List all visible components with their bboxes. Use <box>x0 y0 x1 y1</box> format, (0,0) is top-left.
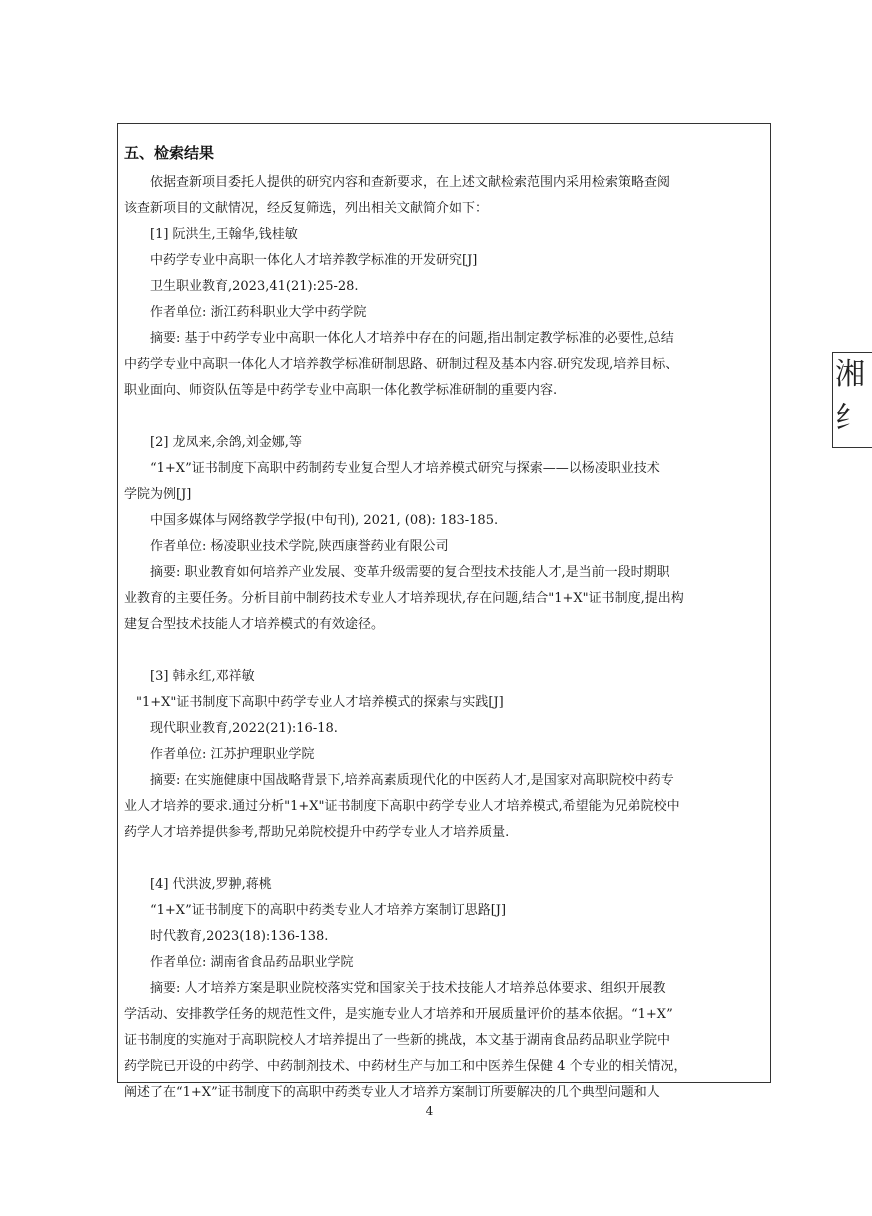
reference-3 <box>124 664 764 846</box>
reference-abstract-line: 阐述了在“1+X”证书制度下的高职中药类专业人才培养方案制订所要解决的几个典型问题和人 <box>124 1085 660 1100</box>
reference-1 <box>124 222 764 404</box>
reference-title: 学院为例[J] <box>124 487 192 502</box>
retrieval-results-content <box>124 142 764 1106</box>
reference-abstract-line: 业人才培养的要求.通过分析"1+X"证书制度下高职中药学专业人才培养模式,希望能为兄弟院校中 <box>124 799 680 814</box>
reference-abstract-line: 药学院已开设的中药学、中药制剂技术、中药材生产与加工和中医养生保健 4 个专业的相关情况， <box>124 1059 687 1074</box>
reference-source: 卫生职业教育,2023,41(21):25-28. <box>150 279 359 294</box>
side-seal-stamp <box>832 352 872 448</box>
reference-affiliation: 作者单位: 江苏护理职业学院 <box>150 747 315 762</box>
reference-authors: [3] 韩永红,邓祥敏 <box>150 669 255 684</box>
reference-title: “1+X”证书制度下的高职中药类专业人才培养方案制订思路[J] <box>150 903 507 918</box>
reference-abstract-line: 摘要: 人才培养方案是职业院校落实党和国家关于技术技能人才培养总体要求、组织开展教 <box>150 981 666 996</box>
seal-glyph: 湘 <box>835 357 865 392</box>
reference-title: “1+X”证书制度下高职中药制药专业复合型人才培养模式研究与探索——以杨凌职业技术 <box>150 461 660 476</box>
reference-source: 现代职业教育,2022(21):16-18. <box>150 721 338 736</box>
intro-line-2: 该查新项目的文献情况，经反复筛选，列出相关文献简介如下： <box>124 201 489 216</box>
reference-title: 中药学专业中高职一体化人才培养教学标准的开发研究[J] <box>150 253 478 268</box>
intro-line-1: 依据查新项目委托人提供的研究内容和查新要求，在上述文献检索范围内采用检索策略查阅 <box>150 175 671 190</box>
reference-source: 中国多媒体与网络教学学报(中旬刊), 2021, (08): 183-185. <box>150 513 499 528</box>
reference-abstract-line: 建复合型技术技能人才培养模式的有效途径。 <box>124 617 385 632</box>
reference-abstract-line: 摘要: 在实施健康中国战略背景下,培养高素质现代化的中医药人才,是国家对高职院校中药专 <box>150 773 674 788</box>
reference-abstract-line: 药学人才培养提供参考,帮助兄弟院校提升中药学专业人才培养质量. <box>124 825 510 840</box>
reference-abstract-line: 业教育的主要任务。分析目前中制药技术专业人才培养现状,存在问题,结合"1+X"证书制度,提出构 <box>124 591 684 606</box>
reference-source: 时代教育,2023(18):136-138. <box>150 929 329 944</box>
reference-affiliation: 作者单位: 浙江药科职业大学中药学院 <box>150 305 367 320</box>
reference-2 <box>124 430 764 638</box>
reference-authors: [2] 龙凤来,余鸽,刘金娜,等 <box>150 435 302 450</box>
reference-title: "1+X"证书制度下高职中药学专业人才培养模式的探索与实践[J] <box>136 695 504 710</box>
section-title: 五、检索结果 <box>124 144 215 162</box>
seal-glyph: 纟 <box>835 401 865 436</box>
retrieval-results-frame <box>117 123 771 1100</box>
reference-abstract-line: 摘要: 基于中药学专业中高职一体化人才培养中存在的问题,指出制定教学标准的必要性,总结 <box>150 331 674 346</box>
reference-authors: [4] 代洪波,罗翀,蒋桃 <box>150 877 272 892</box>
reference-abstract-line: 中药学专业中高职一体化人才培养教学标准研制思路、研制过程及基本内容.研究发现,培养目标、 <box>124 357 679 372</box>
reference-abstract-line: 职业面向、师资队伍等是中药学专业中高职一体化教学标准研制的重要内容. <box>124 383 558 398</box>
reference-affiliation: 作者单位: 湖南省食品药品职业学院 <box>150 955 354 970</box>
reference-abstract-line: 学活动、安排教学任务的规范性文件，是实施专业人才培养和开展质量评价的基本依据。“1+X” <box>124 1007 673 1022</box>
reference-authors: [1] 阮洪生,王翰华,钱桂敏 <box>150 227 298 242</box>
reference-abstract-line: 证书制度的实施对于高职院校人才培养提出了一些新的挑战，本文基于湖南食品药品职业学院中 <box>124 1033 671 1048</box>
reference-abstract-line: 摘要: 职业教育如何培养产业发展、变革升级需要的复合型技术技能人才,是当前一段时期职 <box>150 565 670 580</box>
reference-4 <box>124 872 764 1106</box>
page-number: 4 <box>425 1104 434 1118</box>
reference-affiliation: 作者单位: 杨凌职业技术学院,陕西康誉药业有限公司 <box>150 539 449 554</box>
